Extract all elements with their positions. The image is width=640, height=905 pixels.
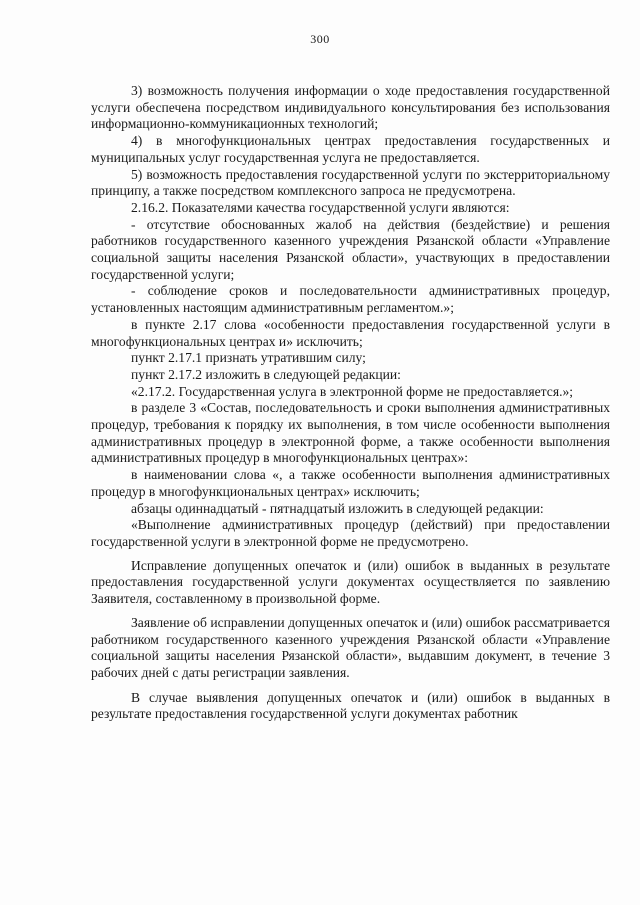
paragraph: в наименовании слова «, а также особенности выполнения административных процедур в многофункциональных центрах» исключить; — [91, 467, 610, 499]
paragraph: В случае выявления допущенных опечаток и (или) ошибок в выданных в результате предоставления государственной услуги документах работник — [91, 689, 610, 722]
page-number: 300 — [310, 32, 330, 46]
paragraph: - соблюдение сроков и последовательности административных процедур, установленных настоящим административным регламентом.»; — [91, 283, 610, 316]
paragraph: 5) возможность предоставления государственной услуги по экстерриториальному принципу, а также посредством комплексного запроса не предусмотрена. — [91, 166, 610, 199]
paragraph: в пункте 2.17 слова «особенности предоставления государственной услуги в многофункциональных центрах и» исключить; — [91, 316, 610, 349]
paragraph: пункт 2.17.2 изложить в следующей редакции: — [131, 366, 401, 382]
paragraph: 2.16.2. Показателями качества государственной услуги являются: — [131, 199, 510, 215]
paragraph: Заявление об исправлении допущенных опечаток и (или) ошибок рассматривается работником государственного казенного учреждения Рязанской области «Управление социальной защиты населения Рязанской области», выдавшим документ, в течение 3 рабочих дней с даты регистрации заявления. — [91, 614, 610, 680]
paragraph: 4) в многофункциональных центрах предоставления государственных и муниципальных услуг государственная услуга не предоставляется. — [91, 133, 610, 165]
paragraph: Исправление допущенных опечаток и (или) ошибок в выданных в результате предоставления государственной услуги документах осуществляется по заявлению Заявителя, составленному в произвольной форме. — [91, 557, 610, 607]
paragraph: абзацы одиннадцатый - пятнадцатый изложить в следующей редакции: — [131, 500, 544, 516]
paragraph: 3) возможность получения информации о ходе предоставления государственной услуги обеспечена посредством индивидуального консультирования без использования информационно-коммуникационных технологий; — [91, 83, 610, 132]
paragraph: пункт 2.17.1 признать утратившим силу; — [131, 350, 366, 366]
paragraph: «Выполнение административных процедур (действий) при предоставлении государственной услуги в электронной форме не предусмотрено. — [91, 517, 610, 549]
paragraph: «2.17.2. Государственная услуга в электронной форме не предоставляется.»; — [131, 383, 574, 399]
paragraph: - отсутствие обоснованных жалоб на действия (бездействие) и решения работников государственного казенного учреждения Рязанской области «Управление социальной защиты населения Рязанской области», участвующих в предоставлении государственной услуги; — [91, 216, 610, 282]
document-body — [91, 83, 610, 723]
paragraph: в разделе 3 «Состав, последовательность и сроки выполнения административных процедур, требования к порядку их выполнения, в том числе особенности выполнения административных процедур в электронной форме, а также особенности выполнения административных процедур в многофункциональных центрах»: — [91, 400, 610, 466]
